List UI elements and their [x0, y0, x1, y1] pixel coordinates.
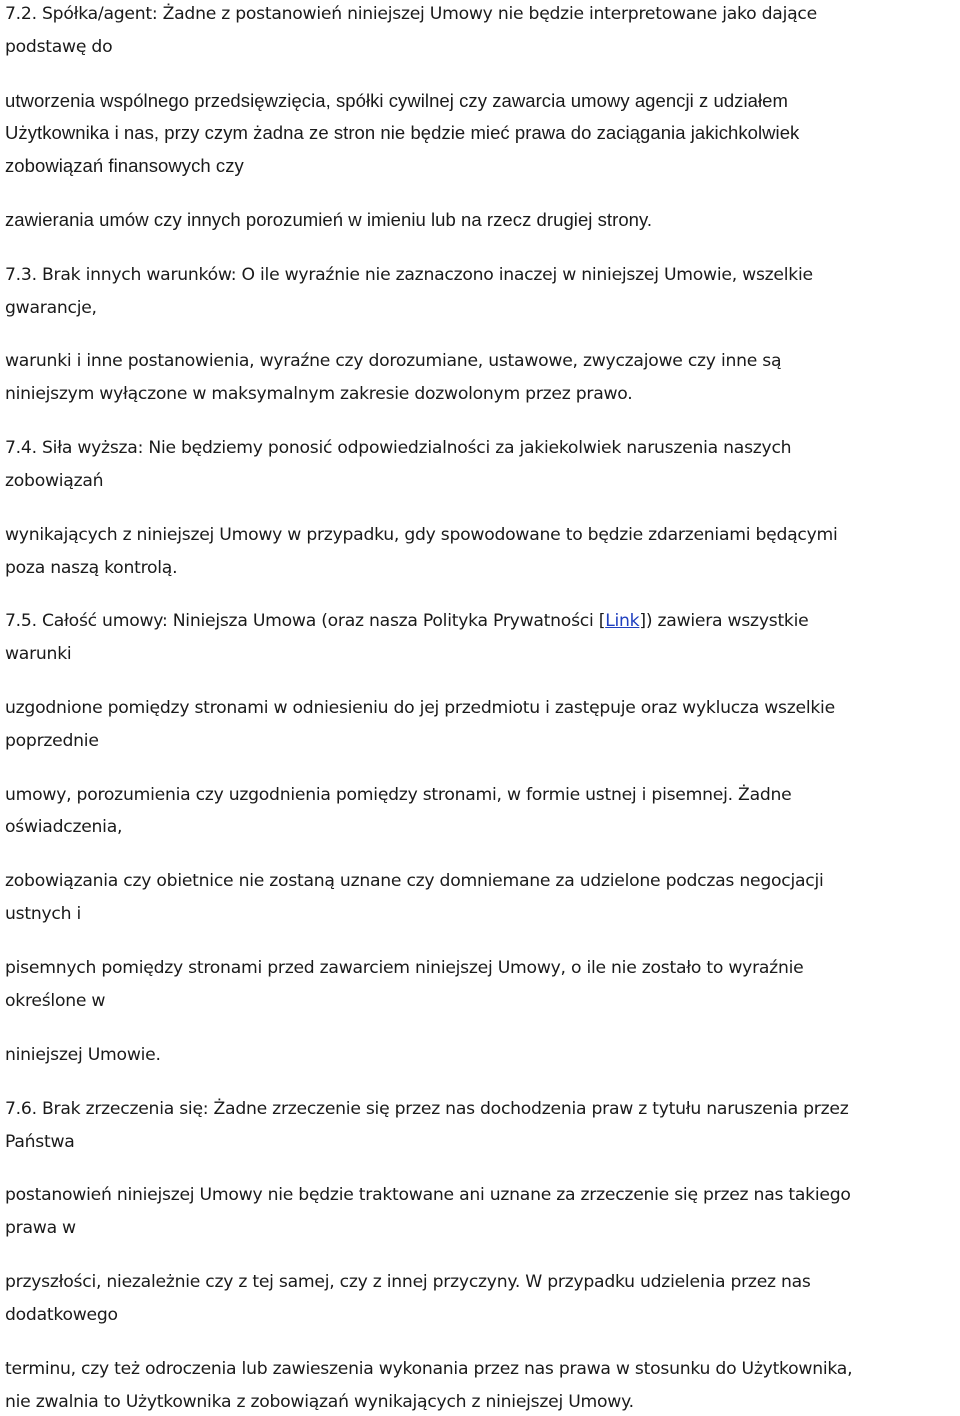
clause-7-6-line-8: nie zwalnia to Użytkownika z zobowiązań wynikających z niniejszej Umowy. — [5, 1392, 634, 1412]
clause-7-3-line-1: 7.3. Brak innych warunków: O ile wyraźnie nie zaznaczono inaczej w niniejszej Umowie, wszelkie — [5, 265, 813, 285]
clause-7-5-line-5: umowy, porozumienia czy uzgodnienia pomiędzy stronami, w formie ustnej i pisemnej. Żadne — [5, 785, 792, 805]
clause-7-6-line-4: prawa w — [5, 1218, 76, 1238]
clause-7-3-line-2: gwarancje, — [5, 298, 97, 318]
clause-7-5-line-11: niniejszej Umowie. — [5, 1045, 161, 1065]
clause-7-2-line-1: 7.2. Spółka/agent: Żadne z postanowień niniejszej Umowy nie będzie interpretowane jako dające — [5, 4, 817, 24]
clause-7-2-line-4: Użytkownika i nas, przy czym żadna ze stron nie będzie mieć prawa do zaciągania jakichkolwiek — [5, 122, 800, 143]
clause-7-6-line-7: terminu, czy też odroczenia lub zawieszenia wykonania przez nas prawa w stosunku do Użytkownika, — [5, 1359, 853, 1379]
clause-7-4-line-3: wynikających z niniejszej Umowy w przypadku, gdy spowodowane to będzie zdarzeniami będącymi — [5, 525, 838, 545]
clause-7-6-line-2: Państwa — [5, 1132, 75, 1152]
clause-7-4-line-4: poza naszą kontrolą. — [5, 558, 178, 578]
clause-7-5-line-1 — [5, 609, 809, 633]
clause-7-4-line-1: 7.4. Siła wyższa: Nie będziemy ponosić odpowiedzialności za jakiekolwiek naruszenia naszych — [5, 438, 792, 458]
clause-7-3-line-3: warunki i inne postanowienia, wyraźne czy dorozumiane, ustawowe, zwyczajowe czy inne są — [5, 351, 782, 371]
clause-7-5-line-4: poprzednie — [5, 731, 99, 751]
clause-7-2-line-2: podstawę do — [5, 37, 113, 57]
clause-7-2-line-3: utworzenia wspólnego przedsięwzięcia, spółki cywilnej czy zawarcia umowy agencji z udziałem — [5, 90, 788, 111]
clause-7-5-text-before-link: 7.5. Całość umowy: Niniejsza Umowa (oraz nasza Polityka Prywatności [ — [5, 611, 606, 631]
clause-7-5-line-6: oświadczenia, — [5, 817, 123, 837]
clause-7-3-line-4: niniejszym wyłączone w maksymalnym zakresie dozwolonym przez prawo. — [5, 384, 633, 404]
clause-7-6-line-5: przyszłości, niezależnie czy z tej samej, czy z innej przyczyny. W przypadku udzielenia przez nas — [5, 1272, 811, 1292]
clause-7-6-line-1: 7.6. Brak zrzeczenia się: Żadne zrzeczenie się przez nas dochodzenia praw z tytułu naruszenia przez — [5, 1099, 849, 1119]
clause-7-5-text-after-link: ]) zawiera wszystkie — [639, 611, 809, 631]
clause-7-2-line-6: zawierania umów czy innych porozumień w imieniu lub na rzecz drugiej strony. — [5, 209, 653, 230]
clause-7-5-line-3: uzgodnione pomiędzy stronami w odniesieniu do jej przedmiotu i zastępuje oraz wyklucza wszelkie — [5, 698, 835, 718]
clause-7-4-line-2: zobowiązań — [5, 471, 104, 491]
clause-7-6-line-6: dodatkowego — [5, 1305, 118, 1325]
clause-7-5-line-10: określone w — [5, 991, 106, 1011]
clause-7-5-line-2: warunki — [5, 644, 72, 664]
clause-7-5-line-7: zobowiązania czy obietnice nie zostaną uznane czy domniemane za udzielone podczas negocjacji — [5, 871, 824, 891]
clause-7-6-line-3: postanowień niniejszej Umowy nie będzie traktowane ani uznane za zrzeczenie się przez nas takiego — [5, 1185, 851, 1205]
clause-7-2-line-5: zobowiązań finansowych czy — [5, 155, 244, 176]
clause-7-5-line-9: pisemnych pomiędzy stronami przed zawarciem niniejszej Umowy, o ile nie zostało to wyraźnie — [5, 958, 804, 978]
privacy-policy-link[interactable]: Link — [605, 611, 640, 631]
clause-7-5-line-8: ustnych i — [5, 904, 81, 924]
